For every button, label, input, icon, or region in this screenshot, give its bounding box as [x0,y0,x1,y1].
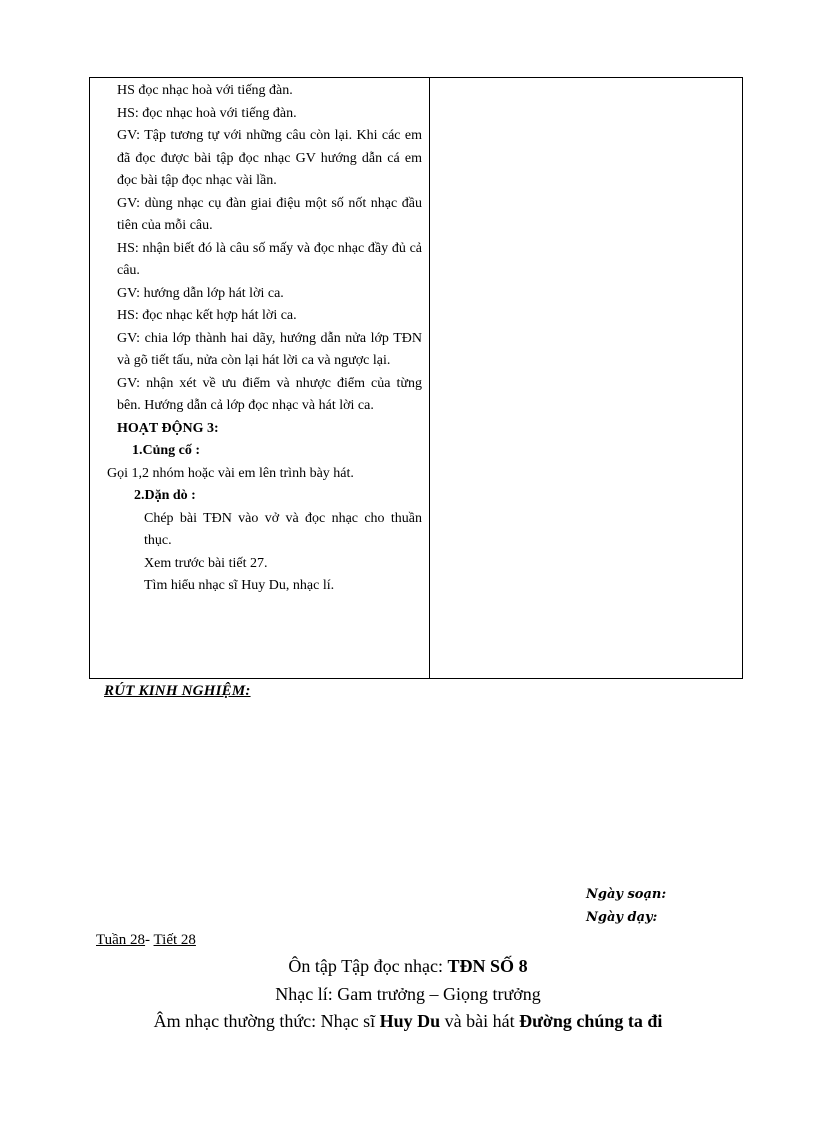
date-prepared: Ngày soạn: [586,887,667,902]
homework-heading: 2.Dặn dò : [134,488,196,503]
table-line: HS: đọc nhạc kết hợp hát lời ca. [117,308,297,323]
period-label: Tiết 28 [153,932,196,948]
title-2-prefix: Nhạc lí: [275,984,338,1004]
title-3-c: và bài hát [440,1011,520,1031]
table-line: HS đọc nhạc hoà với tiếng đàn. [117,83,293,98]
experience-heading: RÚT KINH NGHIỆM: [104,683,251,699]
lesson-title-1 [0,956,816,977]
homework-item: Chép bài TĐN vào vở và đọc nhạc cho thuần thục. [144,510,422,548]
table-line: GV: hướng dẫn lớp hát lời ca. [117,285,284,301]
title-1-prefix: Ôn tập Tập đọc nhạc: [288,956,448,976]
table-line: HS: đọc nhạc hoà với tiếng đàn. [117,105,297,121]
title-3-song: Đường chúng ta đi [519,1011,663,1031]
title-3-a: Nhạc sĩ [320,1011,380,1031]
week-separator: - [145,932,154,948]
table-line: GV: chia lớp thành hai dãy, hướng dẫn nửa lớp TĐN và gõ tiết tấu, nửa còn lại hát lời ca và ngược lại. [117,330,422,368]
week-label: Tuần 28 [96,932,146,948]
table-line: GV: Tập tương tự với những câu còn lại. Khi các em đã đọc được bài tập đọc nhạc GV hướng dẫn cá em đọc bài tập đọc nhạc vài lần. [117,128,422,188]
lesson-title-3 [0,1011,816,1032]
activity-heading: HOẠT ĐỘNG 3: [117,420,219,436]
date-taught: Ngày dạy: [586,910,658,925]
lesson-table [89,77,743,679]
left-cell [107,80,422,598]
table-line: GV: nhận xét về ưu điểm và nhược điểm của từng bên. Hướng dẫn cả lớp đọc nhạc và hát lời ca. [117,375,422,413]
title-2-text: Gam trưởng – Giọng trưởng [337,984,541,1004]
lesson-title-2 [0,984,816,1005]
title-3-composer: Huy Du [379,1011,441,1031]
column-divider [429,78,430,678]
title-3-prefix: Âm nhạc thường thức: [153,1011,321,1031]
title-1-bold: TĐN SỐ 8 [447,956,528,976]
table-line: GV: dùng nhạc cụ đàn giai điệu một số nốt nhạc đầu tiên của mỗi câu. [117,195,422,233]
consolidation-text: Gọi 1,2 nhóm hoặc vài em lên trình bày hát. [107,465,354,481]
week-period [96,932,196,949]
consolidation-heading: 1.Củng cố : [132,443,201,458]
homework-item: Xem trước bài tiết 27. [144,555,268,571]
homework-item: Tìm hiểu nhạc sĩ Huy Du, nhạc lí. [144,578,335,593]
table-line: HS: nhận biết đó là câu số mấy và đọc nhạc đầy đủ cả câu. [117,240,422,278]
